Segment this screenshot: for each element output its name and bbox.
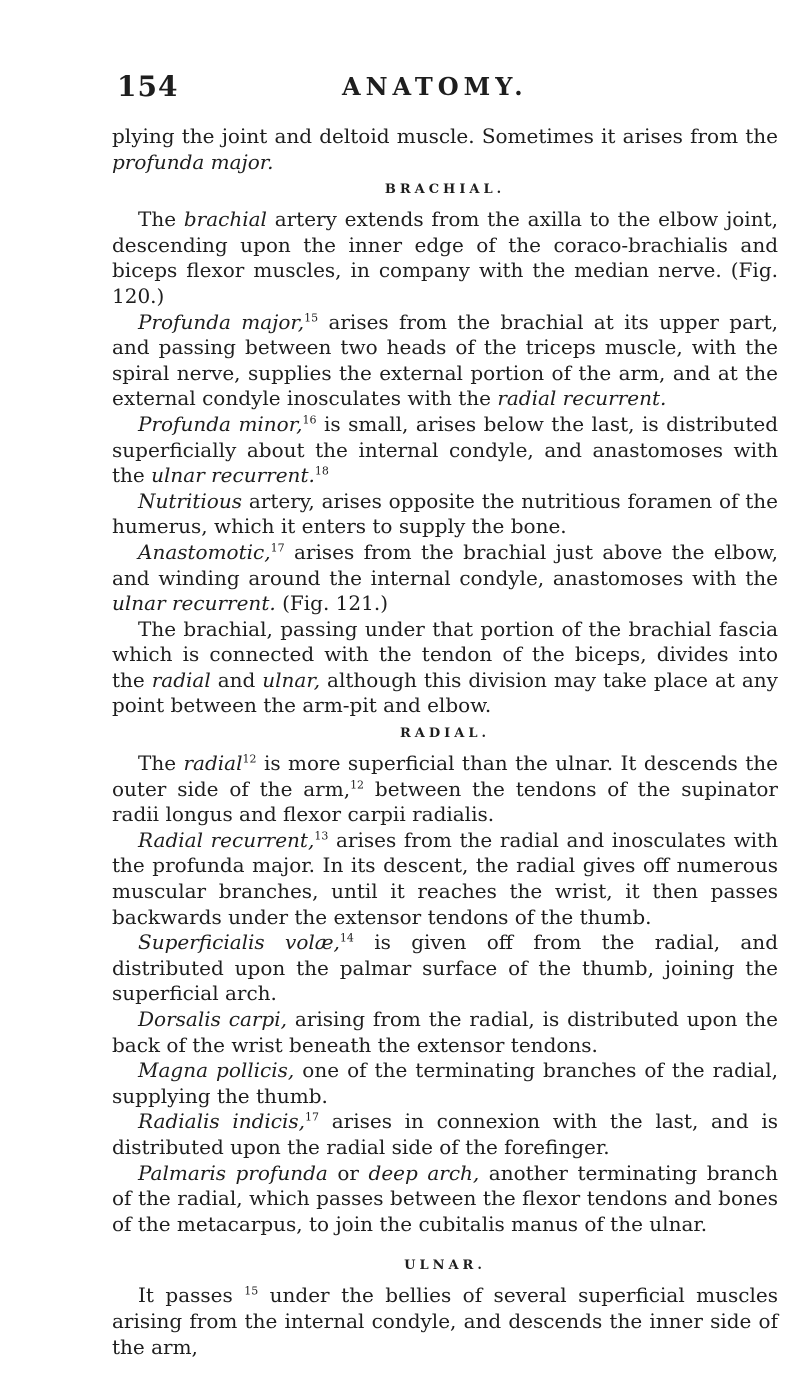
paragraph-ulnar-artery: It passes $^{15}$ under the bellies of several superficial muscles arising from the internal condyle, and descends the inner side of the arm, xyxy=(112,1283,778,1359)
paragraph-brachial-artery: The brachial artery extends from the axilla to the elbow joint, descending upon the inner edge of the coraco-brachialis and biceps flexor muscles, in company with the median nerve. (Fig. 120.) xyxy=(112,207,778,308)
paragraph-radial-recurrent: Radial recurrent,$^{13}$ arises from the radial and inosculates with the profunda major. In its descent, the radial gives off numerous muscular branches, until it reaches the wrist, it then passes backwards under the extensor tendons of the thumb. xyxy=(112,827,778,929)
term-nutritious: Nutritious xyxy=(138,488,242,513)
page-number: 154 xyxy=(117,70,179,103)
paragraph-magna-pollicis: Magna pollicis, one of the terminating branches of the radial, supplying the thumb. xyxy=(112,1058,778,1108)
term-radial: radial xyxy=(183,751,243,776)
footnote-ref: 18 xyxy=(314,464,329,478)
footnote-ref: 14 xyxy=(339,931,354,945)
paragraph-radialis-indicis: Radialis indicis,$^{17}$ arises in connexion with the last, and is distributed upon the radial side of the forefinger. xyxy=(112,1109,778,1159)
paragraph-anastomotic: Anastomotic,$^{17}$ arises from the brachial just above the elbow, and winding around the internal condyle, anastomoses with the ulnar recurrent. (Fig. 121.) xyxy=(112,539,778,616)
paragraph-brachial-division: The brachial, passing under that portion of the brachial fascia which is connected with the tendon of the biceps, divides into the radial and ulnar, although this division may take place at any point between the arm-pit and elbow. xyxy=(112,616,778,718)
section-heading-ulnar: ULNAR. xyxy=(404,1258,486,1274)
footnote-ref: 12 xyxy=(242,752,257,766)
paragraph-palmaris-profunda: Palmaris profunda or deep arch, another terminating branch of the radial, which passes between the flexor tendons and bones of the metacarpus, to join the cubitalis manus of the ulnar. xyxy=(112,1160,779,1236)
page-header xyxy=(117,70,781,110)
footnote-ref: 12 xyxy=(350,778,365,791)
term-superficialis-volae: Superficialis volæ, xyxy=(138,930,340,955)
paragraph-radial-artery: The radial$^{12}$ is more superficial than the ulnar. It descends the outer side of the arm,$^{12}$ between the tendons of the supinator radii longus and flexor carpii radialis. xyxy=(112,751,778,827)
running-head: ANATOMY. xyxy=(342,72,528,101)
intro-italic-term: profunda major. xyxy=(112,149,274,174)
footnote-ref: 15 xyxy=(244,1284,259,1298)
paragraph-profunda-major: Profunda major,$^{15}$ arises from the brachial at its upper part, and passing between two heads of the triceps muscle, with the spiral nerve, supplies the external portion of the arm, and at the external condyle inosculates with the radial recurrent. xyxy=(112,309,778,411)
term-radial-recurrent: Radial recurrent, xyxy=(138,827,315,852)
footnote-ref: 15 xyxy=(304,310,319,324)
term-anastomotic: Anastomotic, xyxy=(138,539,271,564)
footnote-ref: 16 xyxy=(302,413,317,427)
term-palmaris-profunda: Palmaris profunda xyxy=(138,1160,328,1185)
intro-text: plying the joint and deltoid muscle. Sometimes it arises from the xyxy=(112,124,778,148)
term-radialis-indicis: Radialis indicis, xyxy=(138,1109,306,1134)
paragraph-profunda-minor: Profunda minor,$^{16}$ is small, arises below the last, is distributed superficially about the internal condyle, and anastomoses with the ulnar recurrent.$^{18}$ xyxy=(112,411,778,488)
footnote-ref: 17 xyxy=(305,1110,320,1124)
term-dorsalis-carpi: Dorsalis carpi, xyxy=(138,1007,287,1031)
footnote-ref: 17 xyxy=(270,541,285,555)
term-profunda-minor: Profunda minor, xyxy=(138,411,303,436)
page-body xyxy=(112,124,778,1360)
paragraph-nutritious: Nutritious artery, arises opposite the nutritious foramen of the humerus, which it enters to supply the bone. xyxy=(112,488,778,539)
paragraph-dorsalis-carpi: Dorsalis carpi, arising from the radial, is distributed upon the back of the wrist beneath the extensor tendons. xyxy=(112,1007,778,1057)
term-magna-pollicis: Magna pollicis, xyxy=(138,1058,295,1083)
section-heading-brachial: BRACHIAL. xyxy=(384,182,506,198)
paragraph-superficialis-volae: Superficialis volæ,$^{14}$ is given off from the radial, and distributed upon the palmar surface of the thumb, joining the superficial arch. xyxy=(112,930,778,1006)
term-deep-arch: deep arch, xyxy=(368,1160,480,1185)
term-brachial: brachial xyxy=(183,207,267,232)
term-profunda-major: Profunda major, xyxy=(138,309,305,334)
intro-paragraph xyxy=(112,124,778,175)
footnote-ref: 13 xyxy=(314,829,329,843)
section-heading-radial: RADIAL. xyxy=(400,726,490,742)
